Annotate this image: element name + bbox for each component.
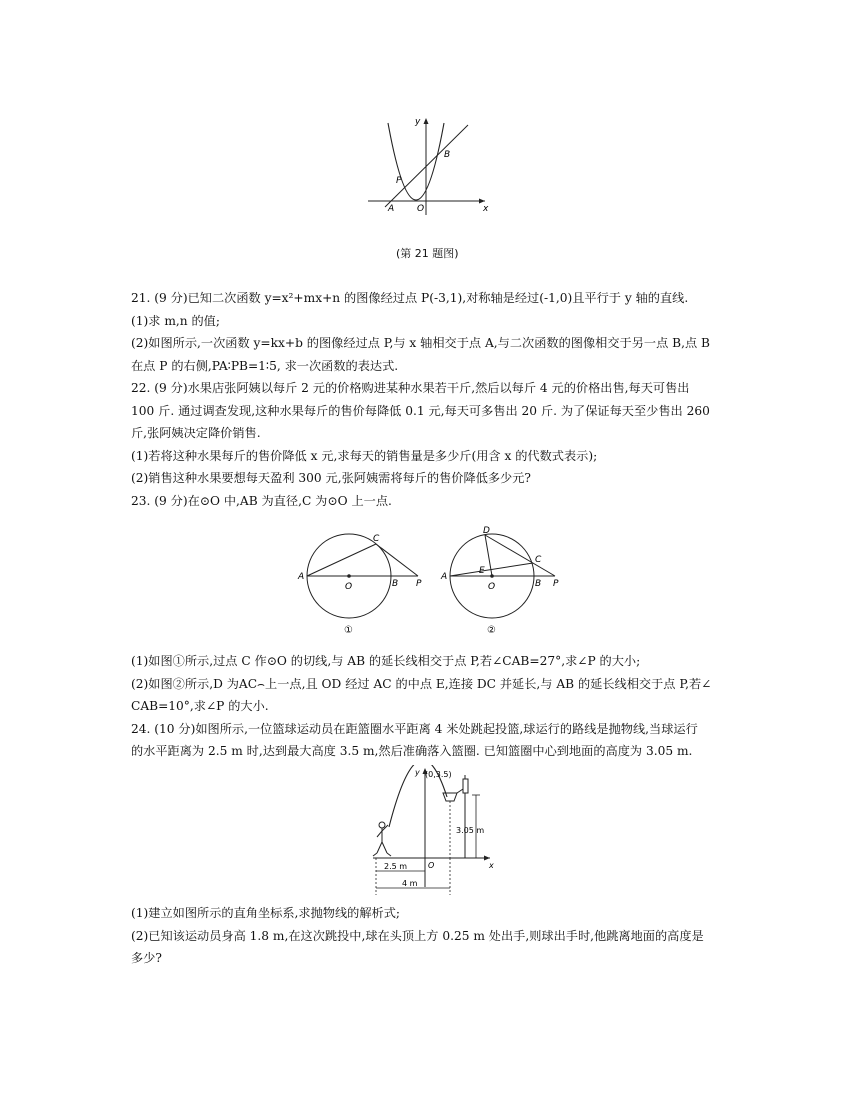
question-text-upper — [131, 287, 731, 512]
text-line: (1)如图①所示,过点 C 作⊙O 的切线,与 AB 的延长线相交于点 P,若∠CAB=27°,求∠P 的大小; — [131, 654, 641, 668]
label-circ-1: ① — [344, 625, 353, 636]
fig24-basketball — [365, 765, 505, 900]
label-c-1: C — [373, 534, 380, 544]
parabola — [388, 123, 444, 200]
label-d-2: D — [483, 526, 490, 536]
tangent-cp-1 — [376, 544, 418, 576]
x-axis-arrow — [479, 199, 485, 204]
text-line: 24. (10 分)如图所示,一位篮球运动员在距篮圈水平距离 4 米处跳起投篮,球运行的路线是抛物线,当球运行 — [131, 721, 698, 736]
fig23-circles — [293, 525, 568, 640]
fig21-caption: (第 21 题图) — [396, 247, 459, 260]
label-y: y — [415, 117, 421, 127]
text-line: 23. (9 分)在⊙O 中,AB 为直径,C 为⊙O 上一点. — [131, 493, 392, 508]
fig21-graph — [360, 115, 495, 215]
label-d1: 2.5 m — [384, 862, 408, 871]
text-line: (2)销售这种水果要想每天盈利 300 元,张阿姨需将每斤的售价降低多少元? — [131, 471, 531, 485]
text-line: 21. (9 分)已知二次函数 y=x²+mx+n 的图像经过点 P(-3,1),对称轴是经过(-1,0)且平行于 y 轴的直线. — [131, 291, 689, 305]
hoop-arm — [457, 789, 463, 793]
label-c-2: C — [535, 555, 542, 565]
label-b-2: B — [535, 579, 542, 589]
label-o-2: O — [488, 582, 496, 592]
player-figure — [373, 822, 391, 856]
text-line: (1)若将这种水果每斤的售价降低 x 元,求每天的销售量是多少斤(用含 x 的代数式表示); — [131, 448, 598, 463]
label-p: P — [396, 176, 402, 186]
text-line: 22. (9 分)水果店张阿姨以每斤 2 元的价格购进某种水果若干斤,然后以每斤 4 元的价格出售,每天可售出 — [131, 381, 690, 395]
label-a: A — [388, 204, 395, 214]
backboard — [463, 779, 468, 793]
text-line: 的水平距离为 2.5 m 时,达到最大高度 3.5 m,然后准确落入篮圈. 已知篮圈中心到地面的高度为 3.05 m. — [131, 744, 693, 758]
y-axis-arrow — [424, 118, 429, 124]
hoop — [443, 793, 457, 801]
label-o: O — [417, 204, 425, 214]
label-vertex: (0,3.5) — [425, 770, 452, 779]
text-line: (2)如图②所示,D 为AC⌢上一点,且 OD 经过 AC 的中点 E,连接 DC 并延长,与 AB 的延长线相交于点 P,若∠ — [131, 676, 712, 691]
label-e-2: E — [479, 566, 485, 576]
text-line: (1)求 m,n 的值; — [131, 313, 220, 328]
text-line: 多少? — [131, 951, 162, 965]
label-a-1: A — [298, 572, 305, 582]
label-a-2: A — [441, 572, 448, 582]
label-p-1: P — [416, 579, 422, 589]
label-p-2: P — [553, 579, 559, 589]
line-dp-2 — [485, 535, 555, 576]
label-b-1: B — [392, 579, 399, 589]
label-x: x — [489, 861, 494, 870]
question-text-middle — [131, 650, 731, 763]
label-height: 3.05 m — [456, 826, 485, 835]
label-d2: 4 m — [402, 879, 418, 888]
text-line: (2)已知该运动员身高 1.8 m,在这次跳投中,球在头顶上方 0.25 m 处出手,则球出手时,他跳离地面的高度是 — [131, 928, 704, 943]
label-x: x — [483, 204, 489, 214]
label-o-1: O — [345, 582, 353, 592]
x-axis-arrow — [484, 856, 490, 861]
text-line: CAB=10°,求∠P 的大小. — [131, 699, 269, 713]
text-line: 100 斤. 通过调查发现,这种水果每斤的售价每降低 0.1 元,每天可多售出 20 斤. 为了保证每天至少售出 260 — [131, 403, 710, 418]
center-dot-1 — [347, 574, 351, 578]
text-line: 斤,张阿姨决定降价销售. — [131, 426, 261, 440]
text-line: (1)建立如图所示的直角坐标系,求抛物线的解析式; — [131, 906, 400, 920]
label-y: y — [415, 768, 420, 777]
text-line: 在点 P 的右侧,PA∶PB=1∶5, 求一次函数的表达式. — [131, 358, 399, 373]
text-line: (2)如图所示,一次函数 y=kx+b 的图像经过点 P,与 x 轴相交于点 A,与二次函数的图像相交于另一点 B,点 B — [131, 336, 710, 350]
label-circ-2: ② — [487, 625, 496, 636]
question-text-lower — [131, 902, 731, 970]
label-o: O — [428, 861, 435, 870]
center-dot-2 — [490, 574, 494, 578]
label-b: B — [444, 150, 451, 160]
